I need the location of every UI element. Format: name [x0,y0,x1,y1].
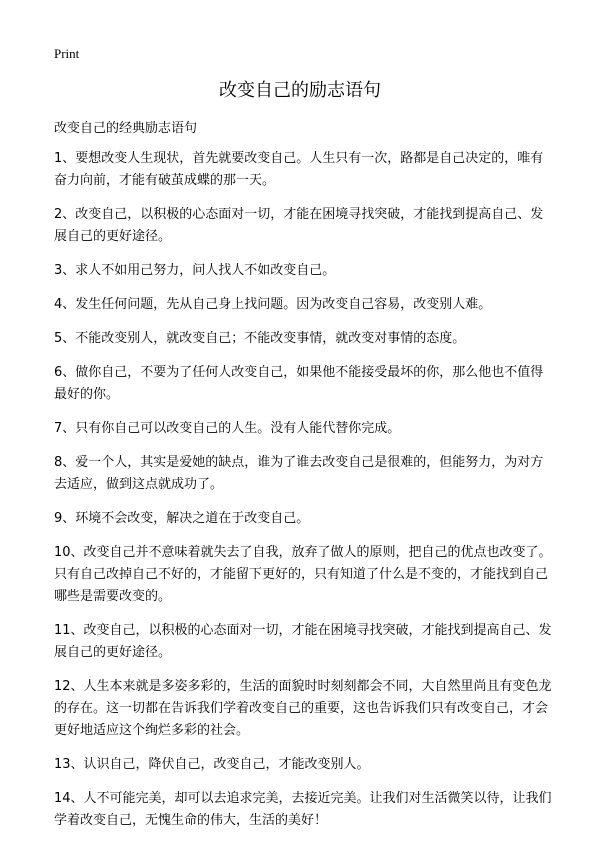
quote-item-6: 6、做你自己，不要为了任何人改变自己，如果他不能接受最坏的你，那么他也不值得最好的你。 [54,365,544,402]
print-link[interactable]: Print [54,46,80,61]
quote-item-9: 9、环境不会改变，解决之道在于改变自己。 [54,511,310,526]
quote-item-4: 4、发生任何问题，先从自己身上找问题。因为改变自己容易，改变别人难。 [54,297,492,312]
quote-item-11: 11、改变自己，以积极的心态面对一切，才能在困境寻找突破，才能找到提高自己、发展自己的更好途径。 [54,623,552,660]
quote-item-10: 10、改变自己并不意味着就失去了自我，放弃了做人的原则，把自己的优点也改变了。只有自己改掉自己不好的，才能留下更好的，只有知道了什么是不变的，才能找到自己哪些是需要改变的。 [54,545,552,604]
quote-item-7: 7、只有你自己可以改变自己的人生。没有人能代替你完成。 [54,421,401,436]
quote-item-5: 5、不能改变别人，就改变自己；不能改变事情，就改变对事情的态度。 [54,331,466,346]
quote-item-3: 3、求人不如用己努力，问人找人不如改变自己。 [54,263,336,278]
quote-item-8: 8、爱一个人，其实是爱她的缺点，谁为了谁去改变自己是很难的，但能努力，为对方去适应，做到这点就成功了。 [54,455,544,492]
page-title: 改变自己的励志语句 [219,80,381,101]
quote-item-1: 1、要想改变人生现状，首先就要改变自己。人生只有一次，路都是自己决定的，唯有奋力向前，才能有破茧成蝶的那一天。 [54,151,544,188]
quote-item-14: 14、人不可能完美，却可以去追求完美，去接近完美。让我们对生活微笑以待，让我们学着改变自己，无愧生命的伟大，生活的美好！ [54,791,552,828]
quote-list [54,148,554,844]
quote-item-12: 12、人生本来就是多姿多彩的，生活的面貌时时刻刻都会不同，大自然里尚且有变色龙的存在。这一切都在告诉我们学着改变自己的重要，这也告诉我们只有改变自己，才会更好地适应这个绚烂多彩的社会。 [54,679,552,738]
quote-item-2: 2、改变自己，以积极的心态面对一切，才能在困境寻找突破，才能找到提高自己、发展自己的更好途径。 [54,207,544,244]
quote-item-13: 13、认识自己，降伏自己，改变自己，才能改变别人。 [54,757,370,772]
section-subtitle: 改变自己的经典励志语句 [54,121,198,136]
